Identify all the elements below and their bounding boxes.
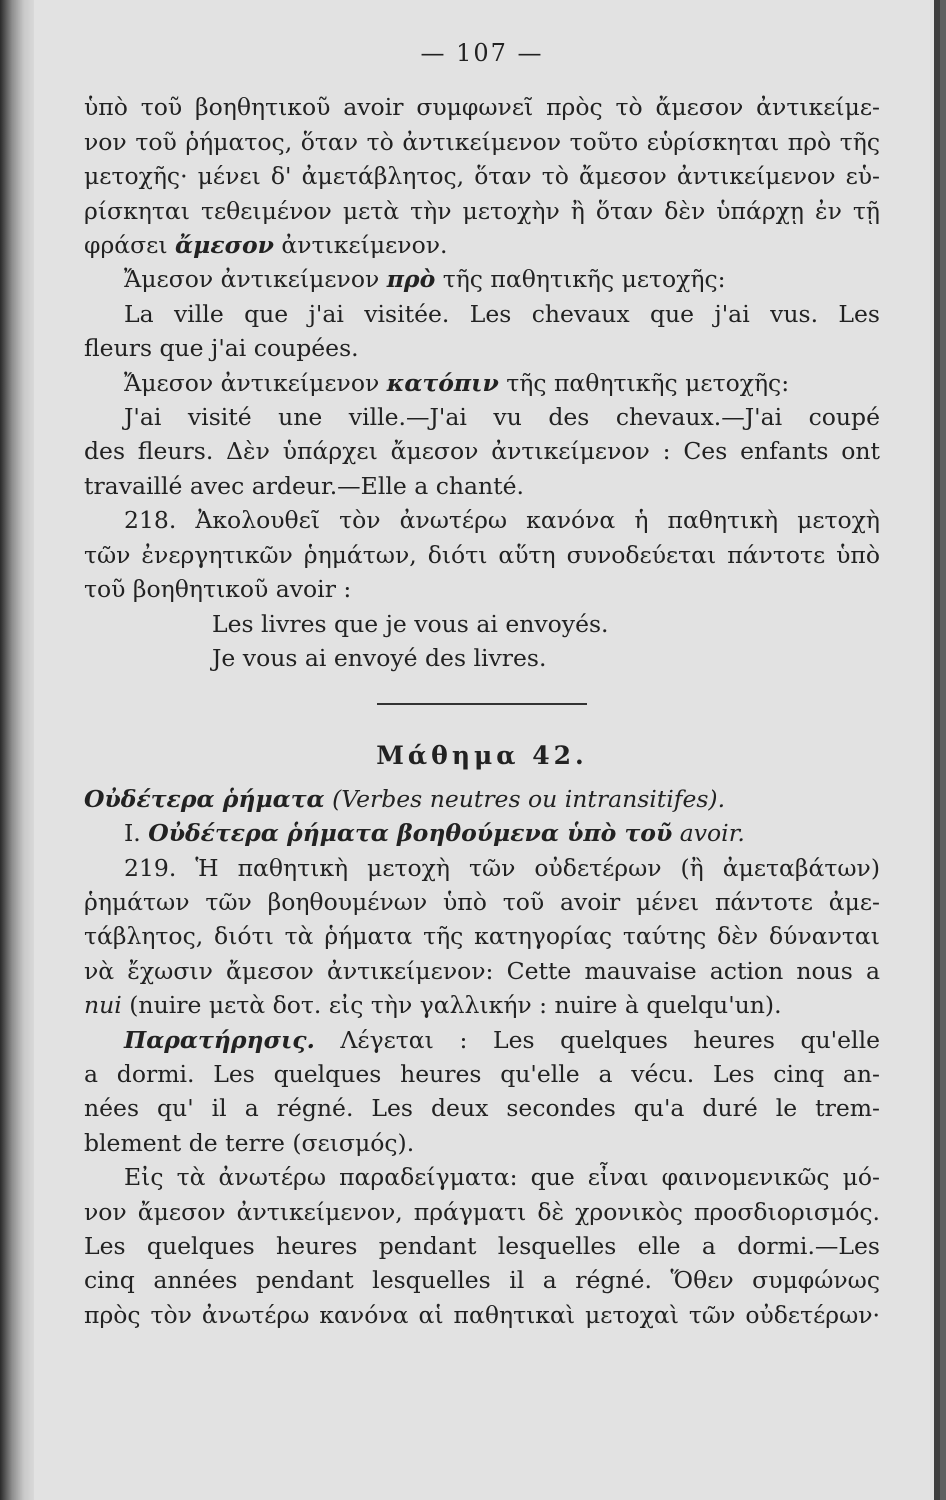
text-line: Les quelques heures pendant lesquelles elle a dormi.—Les	[84, 1232, 880, 1260]
divider	[377, 703, 587, 705]
observation: Παρατήρησις. Λέγεται : Les quelques heures qu'elle	[124, 1025, 880, 1054]
text-line: nées qu' il a régné. Les deux secondes qu'a duré le trem-	[84, 1094, 880, 1123]
emphasis: κατόπιν	[386, 368, 499, 397]
text-line: νον τοῦ ῥήματος, ὅταν τὸ ἀντικείμενον τοῦτο εὑρίσκηται πρὸ τῆς	[84, 127, 880, 156]
book-page	[34, 0, 940, 1500]
example-line: La ville que j'ai visitée. Les chevaux que j'ai vus. Les	[124, 299, 880, 328]
emphasis: ἄμεσον	[175, 231, 274, 260]
text-line: τῶν ἐνεργητικῶν ῥημάτων, διότι αὕτη συνοδεύεται πάντοτε ὑπὸ	[84, 540, 880, 569]
book-spine-shadow	[0, 0, 34, 1500]
text-line: φράσει ἄμεσον ἀντικείμενον.	[84, 231, 448, 260]
text-line: τοῦ βοηθητικοῦ avoir :	[84, 575, 352, 604]
example-line: Je vous ai envoyé des livres.	[212, 643, 547, 672]
text-line: νὰ ἔχωσιν ἄμεσον ἀντικείμενον: Cette mauvaise action nous a	[84, 956, 880, 985]
text-line: μετοχῆς· μένει δ' ἀμετάβλητος, ὅταν τὸ ἄμεσον ἀντικείμενον εὑ-	[84, 162, 880, 191]
page-number: — 107 —	[420, 39, 544, 67]
example-line: travaillé avec ardeur.—Elle a chanté.	[84, 471, 524, 500]
text-line: cinq années pendant lesquelles il a régné. Ὅθεν συμφώνως	[84, 1266, 880, 1295]
text-line: τάβλητος, διότι τὰ ῥήματα τῆς κατηγορίας ταύτης δὲν δύνανται	[84, 922, 880, 951]
text-line: πρὸς τὸν ἀνωτέρω κανόνα αἱ παθητικαὶ μετοχαὶ τῶν οὐδετέρων·	[84, 1300, 880, 1329]
emphasis: πρὸ	[386, 265, 436, 294]
page-edge	[934, 0, 940, 1500]
section-heading: I. Οὐδέτερα ῥήματα βοηθούμενα ὑπὸ τοῦ avoir.	[124, 819, 745, 848]
text-line: Εἰς τὰ ἀνωτέρω παραδείγματα: que εἶναι φαινομενικῶς μό-	[124, 1163, 880, 1192]
rule-heading: Ἄμεσον ἀντικείμενον κατόπιν τῆς παθητικῆς μετοχῆς:	[124, 368, 790, 397]
text-line: a dormi. Les quelques heures qu'elle a vécu. Les cinq an-	[84, 1059, 880, 1088]
text-line: ὑπὸ τοῦ βοηθητικοῦ avoir συμφωνεῖ πρὸς τὸ ἄμεσον ἀντικείμε-	[84, 93, 880, 122]
lesson-subtitle: Οὐδέτερα ῥήματα (Verbes neutres ou intransitifes).	[84, 784, 726, 813]
example-line: J'ai visité une ville.—J'ai vu des chevaux.—J'ai coupé	[124, 403, 880, 432]
text-line: blement de terre (σεισμός).	[84, 1128, 415, 1157]
example-line: Les livres que je vous ai envoyés.	[212, 609, 609, 638]
text-line: ῥημάτων τῶν βοηθουμένων ὑπὸ τοῦ avoir μένει πάντοτε ἀμε-	[84, 887, 880, 916]
section-219: 219. Ἡ παθητικὴ μετοχὴ τῶν οὐδετέρων (ἢ ἀμεταβάτων)	[124, 853, 880, 882]
text-line: ρίσκηται τεθειμένον μετὰ τὴν μετοχὴν ἢ ὅταν δὲν ὑπάρχῃ ἐν τῇ	[84, 196, 880, 225]
section-218: 218. Ἀκολουθεῖ τὸν ἀνωτέρω κανόνα ἡ παθητικὴ μετοχὴ	[124, 506, 880, 535]
lesson-title: Μάθημα 42.	[376, 741, 588, 771]
page-text	[84, 36, 880, 1332]
example-line: fleurs que j'ai coupées.	[84, 334, 359, 363]
rule-heading: Ἄμεσον ἀντικείμενον πρὸ τῆς παθητικῆς μετοχῆς:	[124, 265, 726, 294]
text-line: νον ἄμεσον ἀντικείμενον, πράγματι δὲ χρονικὸς προσδιορισμός.	[84, 1197, 880, 1226]
text-line: nui (nuire μετὰ δοτ. εἰς τὴν γαλλικήν : nuire à quelqu'un).	[84, 991, 782, 1020]
example-line: des fleurs. Δὲν ὑπάρχει ἄμεσον ἀντικείμενον : Ces enfants ont	[84, 437, 880, 466]
